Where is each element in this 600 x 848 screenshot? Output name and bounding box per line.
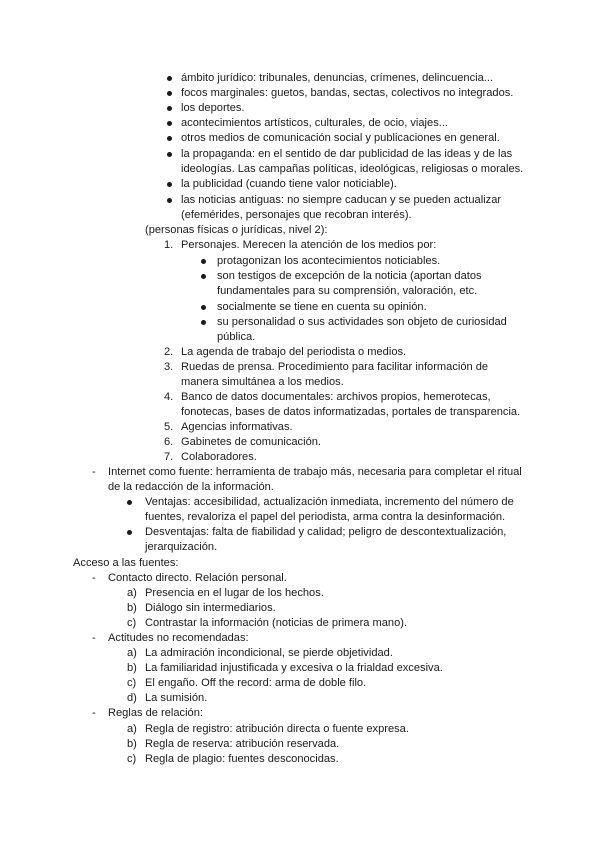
list-item-continuation: ideologías. Las campañas políticas, ideológicas, religiosas o morales. [181,163,524,175]
bullet-dot [167,91,172,96]
bullet-dot [201,259,206,264]
list-letter: b) [127,662,137,674]
list-item: Contrastar la información (noticias de primera mano). [145,617,408,629]
list-letter: a) [127,723,137,735]
group-title: Actitudes no recomendadas: [108,632,249,644]
sub-list-item: protagonizan los acontecimientos noticiables. [217,255,441,267]
dash-marker: - [92,572,96,584]
list-item: Regla de registro: atribución directa o fuente expresa. [145,723,409,735]
list-item: acontecimientos artísticos, culturales, de ocio, viajes... [181,117,448,129]
bullet-dot [201,305,206,310]
list-item: la publicidad (cuando tiene valor noticiable). [181,178,397,190]
list-item-continuation: manera simultánea a los medios. [181,376,344,388]
sub-list-item-continuation: jerarquización. [145,541,218,553]
list-letter: c) [127,753,137,765]
list-item: otros medios de comunicación social y publicaciones en general. [181,132,500,144]
list-letter: a) [127,587,137,599]
bullet-dot [167,182,172,187]
bullet-dot [167,136,172,141]
list-letter: c) [127,677,137,689]
sub-list-item-continuation: fuentes, revaloriza el papel del periodista, arma contra la desinformación. [145,511,506,523]
dash-marker: - [92,632,96,644]
sub-list-item: Desventajas: falta de fiabilidad y calidad; peligro de descontextualización, [145,526,507,538]
list-number: 7. [164,451,174,463]
group-title: Reglas de relación: [108,707,203,719]
list-item: Ruedas de prensa. Procedimiento para facilitar información de [181,361,489,373]
list-item: El engaño. Off the record: arma de doble filo. [145,677,367,689]
list-item: Regla de plagio: fuentes desconocidas. [145,753,339,765]
dash-marker: - [92,466,96,478]
group-title: Contacto directo. Relación personal. [108,572,287,584]
list-number: 5. [164,421,174,433]
list-item: La sumisión. [145,692,208,704]
list-letter: b) [127,738,137,750]
list-item: los deportes. [181,102,245,114]
list-item-continuation: fonotecas, bases de datos informatizadas, portales de transparencia. [181,406,521,418]
list-item: Banco de datos documentales: archivos propios, hemerotecas, [181,391,491,403]
bullet-dot [167,198,172,203]
list-letter: b) [127,602,137,614]
section-heading: (personas físicas o jurídicas, nivel 2): [145,224,328,236]
sub-list-item: socialmente se tiene en cuenta su opinión. [217,301,427,313]
bullet-dot [201,274,206,279]
list-item: Diálogo sin intermediarios. [145,602,276,614]
list-number: 3. [164,361,174,373]
bullet-dot [167,121,172,126]
list-item: La familiaridad injustificada y excesiva o la frialdad excesiva. [145,662,443,674]
list-number: 4. [164,391,174,403]
bullet-dot [201,320,206,325]
list-letter: c) [127,617,137,629]
list-item: Regla de reserva: atribución reservada. [145,738,340,750]
list-number: 1. [164,239,174,251]
list-item-continuation: (efemérides, personajes que recobran interés). [181,209,412,221]
sub-list-item: su personalidad o sus actividades son objeto de curiosidad [217,316,507,328]
bullet-dot [127,530,132,535]
list-letter: d) [127,692,137,704]
dash-marker: - [92,707,96,719]
bullet-dot [167,76,172,81]
list-item: la propaganda: en el sentido de dar publicidad de las ideas y de las [181,148,513,160]
list-item: las noticias antiguas: no siempre caducan y se pueden actualizar [181,194,502,206]
sub-list-item: son testigos de excepción de la noticia (aportan datos [217,270,482,282]
sub-list-item-continuation: pública. [217,331,256,343]
list-item: Presencia en el lugar de los hechos. [145,587,324,599]
list-item: Colaboradores. [181,451,257,463]
bullet-dot [127,500,132,505]
list-item: Personajes. Merecen la atención de los medios por: [181,239,437,251]
list-item: focos marginales: guetos, bandas, sectas, colectivos no integrados. [181,87,514,99]
list-item: La admiración incondicional, se pierde objetividad. [145,647,393,659]
list-number: 2. [164,346,174,358]
list-number: 6. [164,436,174,448]
list-item: Gabinetes de comunicación. [181,436,321,448]
list-item: ámbito jurídico: tribunales, denuncias, crímenes, delincuencia... [181,72,494,84]
list-item: La agenda de trabajo del periodista o medios. [181,346,407,358]
section-heading: Acceso a las fuentes: [73,557,179,569]
list-item: Internet como fuente: herramienta de trabajo más, necesaria para completar el ritual [108,466,522,478]
sub-list-item-continuation: fundamentales para su comprensión, valoración, etc. [217,285,478,297]
list-item-continuation: de la redacción de la información. [108,481,274,493]
list-item: Agencias informativas. [181,421,293,433]
bullet-dot [167,106,172,111]
bullet-dot [167,152,172,157]
list-letter: a) [127,647,137,659]
sub-list-item: Ventajas: accesibilidad, actualización inmediata, incremento del número de [145,496,514,508]
